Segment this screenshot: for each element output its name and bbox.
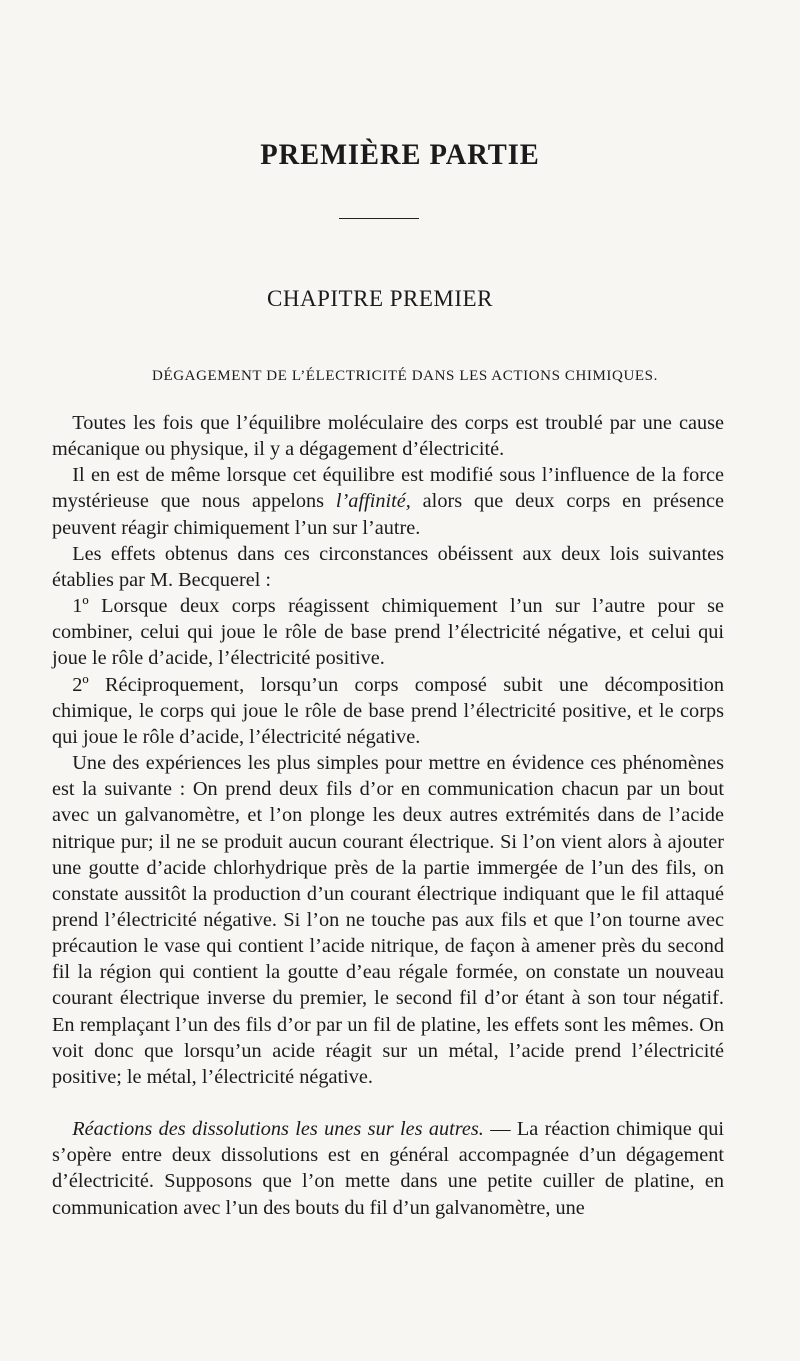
chapter-title: CHAPITRE PREMIER (267, 286, 493, 311)
paragraph-3 (52, 541, 724, 593)
body-text (52, 410, 724, 1221)
title-divider (339, 218, 419, 219)
paragraph-1 (52, 410, 724, 462)
paragraph-6-text: Une des expériences les plus simples pour mettre en évidence ces phénomènes est la suivante : On prend deux fils d’or en communication chacun par un bout avec un galvanomètre, et l’on plonge les deux autres extrémités dans de l’acide nitrique pur; il ne se produit aucun courant électrique. Si l’on vient alors à ajouter une goutte d’acide chlorhydrique près de la partie immergée de l’un des fils, on constate aussitôt la production d’un courant électrique indiquant que le fil attaqué prend l’électricité négative. Si l’on ne touche pas aux fils et que l’on tourne avec précaution le vase qui contient l’acide nitrique, de façon à amener près du second fil la région qui contient la goutte d’eau régale formée, on constate un nouveau courant électrique inverse du premier, le second fil d’or étant à son tour négatif. En remplaçant l’un des fils d’or par un fil de platine, les effets sont les mêmes. On voit donc que lorsqu’un acide réagit sur un métal, l’acide prend l’électricité positive; le métal, l’électricité négative. (52, 752, 724, 1088)
part-title: PREMIÈRE PARTIE (260, 138, 540, 171)
paragraph-2-text-a: Il en est de même lorsque cet équilibre est modifié sous l’influence de la force mystérieuse que nous appelons (52, 464, 724, 513)
paragraph-2-text-b: alors que deux corps en présence peuvent réagir chimiquement l’un sur l’autre. (52, 490, 725, 539)
paragraph-6 (52, 750, 724, 1090)
paragraph-7 (52, 1116, 724, 1221)
paragraph-4 (52, 593, 724, 671)
paragraph-5 (52, 672, 724, 750)
paragraph-3-text: Les effets obtenus dans ces circonstances obéissent aux deux lois suivantes établies par M. Becquerel : (52, 542, 724, 591)
paragraph-2-italic: l’affinité, (335, 490, 411, 513)
paragraph-7-text: — La réaction chimique qui s’opère entre deux dissolutions est en général accompagnée d’un dégagement d’électricité. Supposons que l’on mette dans une petite cuiller de platine, en communication avec l’un des bouts du fil d’un galvanomètre, une (52, 1118, 724, 1219)
paragraph-4-text: 1º Lorsque deux corps réagissent chimiquement l’un sur l’autre pour se combiner, celui qui joue le rôle de base prend l’électricité négative, et celui qui joue le rôle d’acide, l’électricité positive. (52, 595, 724, 670)
paragraph-1-text: Toutes les fois que l’équilibre moléculaire des corps est troublé par une cause mécanique ou physique, il y a dégagement d’électricité. (52, 412, 724, 461)
paragraph-7-italic: Réactions des dissolutions les unes sur les autres. (72, 1118, 484, 1141)
paragraph-5-text: 2º Réciproquement, lorsqu’un corps composé subit une décomposition chimique, le corps qui joue le rôle de base prend l’électricité positive, et le corps qui joue le rôle d’acide, l’électricité négative. (52, 673, 724, 748)
section-title: DÉGAGEMENT DE L’ÉLECTRICITÉ DANS LES ACTIONS CHIMIQUES. (152, 368, 658, 384)
paragraph-2 (52, 462, 724, 540)
